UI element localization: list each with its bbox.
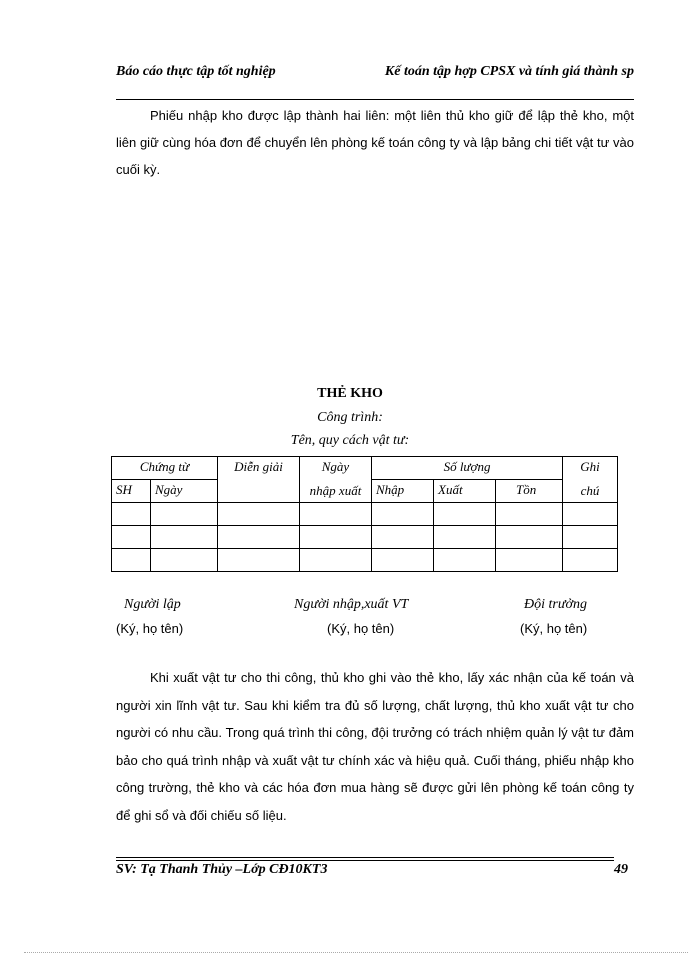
header-so-luong: Số lượng <box>372 457 563 480</box>
signature-role-doi-truong: Đội trưởng <box>524 597 587 612</box>
header-topic: Kế toán tập hợp CPSX và tính giá thành sp <box>384 64 634 79</box>
header-chu: chú <box>580 483 600 498</box>
table-row <box>112 526 618 549</box>
signature-role-nguoi-nhap-xuat: Người nhập,xuất VT <box>294 597 409 612</box>
header-chung-tu: Chứng từ <box>112 457 218 480</box>
header-dien-giai: Diễn giải <box>218 457 300 503</box>
header-ngay: Ngày <box>321 459 350 474</box>
page-number: 49 <box>614 862 628 877</box>
material-label: Tên, quy cách vật tư: <box>290 433 410 448</box>
signature-note-nguoi-nhap-xuat: (Ký, họ tên) <box>327 621 395 636</box>
body-paragraph: Khi xuất vật tư cho thi công, thủ kho ghi vào thẻ kho, lấy xác nhận của kế toán và người xin lĩnh vật tư. Sau khi kiểm tra đủ số lượng, chất lượng, thủ kho xuất vật tư cho người có nhu cầu. Trong quá trình thi công, đội trưởng có trách nhiệm quản lý vật tư đảm bảo cho quá trình nhập và xuất vật tư chính xác và hiệu quả. Cuối tháng, phiếu nhập kho công trường, thẻ kho và các hóa đơn mua hàng sẽ được gửi lên phòng kế toán công ty để ghi sổ và đối chiếu số liệu. <box>116 670 634 823</box>
card-title: THẺ KHO <box>317 386 383 401</box>
footer-rule <box>116 860 614 861</box>
header-ghi-chu <box>563 457 618 503</box>
page-header <box>116 64 634 86</box>
page-bottom-border <box>24 952 688 953</box>
subheader-nhap: Nhập <box>372 480 434 503</box>
subheader-sh: SH <box>112 480 151 503</box>
header-ghi: Ghi <box>580 459 600 474</box>
subheader-ton: Tồn <box>496 480 563 503</box>
signature-role-nguoi-lap: Người lập <box>124 597 181 612</box>
signature-note-nguoi-lap: (Ký, họ tên) <box>116 621 184 636</box>
header-nhap-xuat: nhập xuất <box>309 483 362 498</box>
header-ngay-nhap-xuat <box>300 457 372 503</box>
stock-card-table <box>111 456 618 572</box>
subheader-ngay: Ngày <box>151 480 218 503</box>
footer-rule <box>116 857 614 858</box>
table-row <box>112 549 618 572</box>
table-row <box>112 503 618 526</box>
project-label: Công trình: <box>317 410 383 425</box>
subheader-xuat: Xuất <box>434 480 496 503</box>
header-report-title: Báo cáo thực tập tốt nghiệp <box>116 64 276 79</box>
table-header-row <box>112 457 618 480</box>
intro-paragraph: Phiếu nhập kho được lập thành hai liên: một liên thủ kho giữ để lập thẻ kho, một liên giữ cùng hóa đơn để chuyển lên phòng kế toán công ty và lập bảng chi tiết vật tư vào cuối kỳ. <box>116 108 634 177</box>
footer-student: SV: Tạ Thanh Thủy –Lớp CĐ10KT3 <box>116 862 328 877</box>
header-rule <box>116 99 634 100</box>
signature-note-doi-truong: (Ký, họ tên) <box>520 621 588 636</box>
